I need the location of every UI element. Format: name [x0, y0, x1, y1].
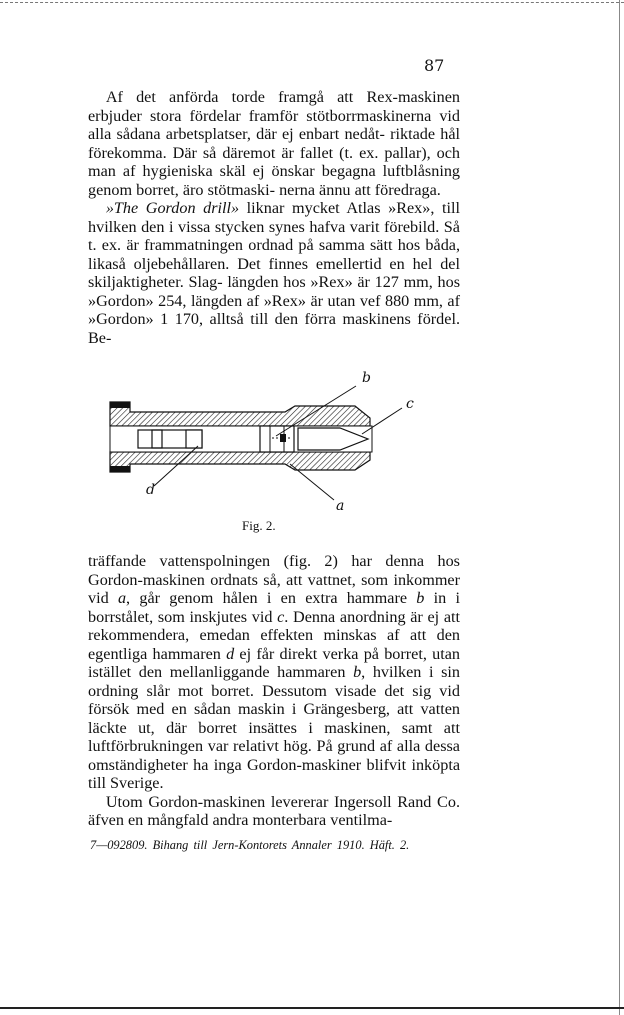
text-block-bottom	[88, 552, 460, 830]
scan-edge-bottom	[0, 1007, 624, 1009]
paragraph-rex-advantages	[88, 88, 460, 199]
figure-reference: b	[353, 663, 362, 681]
paragraph-water-flushing	[88, 552, 460, 793]
figure-reference: d	[226, 644, 235, 663]
scan-edge-top	[0, 2, 624, 3]
text-run: träffande vattenspolningen (fig. 2) har denna hos Gordon-maskinen ordnats så, att vattnet, som inkommer vid	[88, 552, 460, 607]
line: erbjuder stora fördelar framför stötborrmaskinerna	[88, 106, 432, 125]
figure-gordon-drill-section	[100, 368, 440, 518]
paragraph-ingersoll-rand	[88, 793, 460, 830]
paragraph-gordon-drill	[88, 199, 460, 347]
line: 1 170, alltså till den förra maskinens fördel. Be-	[88, 310, 461, 347]
page-number: 87	[424, 56, 445, 75]
line: finnes emellertid en hel del skiljaktigheter. Slag-	[88, 254, 460, 291]
figure-reference: b	[416, 589, 425, 607]
line: nerna ännu att föredraga.	[279, 180, 441, 199]
text-block-top	[88, 88, 460, 347]
text-run: Utom Gordon-maskinen levererar Ingersoll Rand Co. äfven en mångfald andra monterbara ventilma-	[88, 792, 460, 829]
figure-label-c: c	[406, 396, 414, 412]
line: riktade hål förekomma. Där så däremot är fallet	[88, 125, 461, 162]
text-run: in i borrstålet, som inskjutes vid	[88, 589, 460, 626]
figure-reference: a	[117, 589, 127, 607]
gordon-drill-title: »The Gordon drill»	[105, 199, 240, 217]
figure-label-a: a	[336, 498, 345, 514]
line: Af det anförda torde framgå att Rex-maskinen	[105, 88, 460, 106]
line: längden hos »Rex» är 127 mm, hos »Gordon» 254,	[88, 273, 460, 310]
line: förebild. Så t. ex. är frammatningen ordnad på	[88, 217, 460, 254]
line: till hvilken den i vissa stycken synes hafva varit	[88, 199, 460, 236]
figure-label-d: d	[146, 482, 155, 498]
footer-signature-line: 7—092809. Bihang till Jern-Kontorets Annaler 1910. Häft. 2.	[90, 838, 410, 852]
text-run: , går genom hålen i en extra hammare	[126, 589, 417, 607]
line: (t. ex. pallar), och man af hygieniska skäl ej önskar	[88, 143, 461, 180]
text-run: , hvilken i sin ordning slår mot borret. Dessutom visade det sig vid försök med en sådan maskin i Grängesberg, att vatten läckte ut, där borret insättes i maskinen, samt att luftförbrukningen var relativt hög. På grund af alla dessa omständigheter ha inga Gordon-maskiner blifvit inköpta till Sverige.	[88, 663, 460, 792]
line: liknar mycket Atlas »Rex»,	[239, 199, 435, 217]
figure-label-b: b	[362, 370, 371, 386]
text-run: ej får direkt verka på borret, utan istället den mellanliggande hammaren	[88, 644, 460, 681]
text-run: . Denna anordning är ej att rekommendera, emedan effekten minskas af att den egentliga hammaren	[88, 607, 460, 663]
line: begagna luftblåsning genom borret, äro stötmaski-	[88, 162, 461, 199]
line: vid alla sådana arbetsplatser, där ej enbart nedåt-	[88, 106, 460, 143]
figure-caption: Fig. 2.	[242, 518, 276, 533]
scan-edge-right	[619, 0, 620, 1015]
line: samma sätt hos båda, likaså oljebehållaren. Det	[88, 236, 461, 273]
figure-reference: c	[277, 607, 285, 626]
line: längden af »Rex» är utan vef 880 mm, af »Gordon»	[88, 291, 461, 328]
